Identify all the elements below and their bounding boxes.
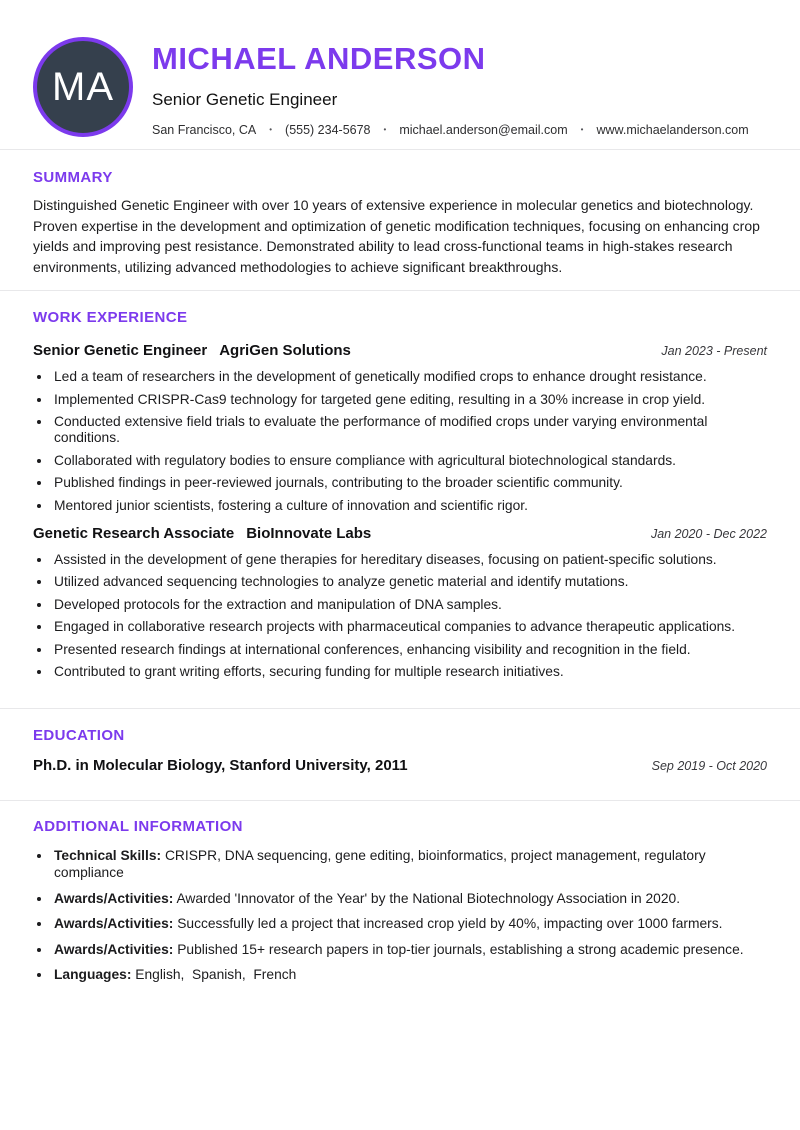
info-label: Awards/Activities: <box>54 941 174 957</box>
contact-phone: (555) 234-5678 <box>285 123 371 138</box>
job-entry <box>33 342 767 514</box>
contact-location: San Francisco, CA <box>152 123 257 138</box>
job-bullet: • Utilized advanced sequencing technologies to analyze genetic material and identify mutations. <box>52 574 767 590</box>
job-bullet: • Assisted in the development of gene therapies for hereditary diseases, focusing on patient-specific solutions. <box>52 552 767 568</box>
job-bullet: • Contributed to grant writing efforts, securing funding for multiple research initiatives. <box>52 664 767 680</box>
education-entry <box>33 757 767 774</box>
summary-body: Distinguished Genetic Engineer with over 10 years of extensive experience in molecular genetics and biotechnology. Proven expertise in the development and optimization of genetic modification techniques, focusing on enhancing crop yields and improving pest resistance. Demonstrated ability to lead cross-functional teams in high-stakes research environments, utilizing advanced methodologies to achieve significant breakthroughs. <box>33 197 760 275</box>
info-label: Awards/Activities: <box>54 916 174 932</box>
job-bullet: • Developed protocols for the extraction and manipulation of DNA samples. <box>52 597 767 613</box>
contact-separator: • <box>383 125 387 135</box>
job-company: BioInnovate Labs <box>246 524 372 542</box>
education-heading: EDUCATION <box>33 727 125 745</box>
job-bullet: • Mentored junior scientists, fostering a culture of innovation and scientific rigor. <box>52 498 767 514</box>
job-bullet: • Collaborated with regulatory bodies to ensure compliance with agricultural biotechnological standards. <box>52 453 767 469</box>
job-bullet-list <box>33 552 767 681</box>
job-bullet: • Implemented CRISPR-Cas9 technology for targeted gene editing, resulting in a 30% increase in crop yield. <box>52 392 767 408</box>
job-bullet: • Engaged in collaborative research projects with pharmaceutical companies to advance therapeutic applications. <box>52 619 767 635</box>
job-bullet: • Led a team of researchers in the development of genetically modified crops to enhance drought resistance. <box>52 369 767 385</box>
contact-website: www.michaelanderson.com <box>596 123 749 138</box>
job-company: AgriGen Solutions <box>219 342 351 360</box>
summary-divider <box>0 290 800 291</box>
work-experience-heading: WORK EXPERIENCE <box>33 309 188 327</box>
work-divider <box>0 708 800 709</box>
job-header <box>33 342 767 359</box>
avatar <box>33 37 133 137</box>
avatar-initials: MA <box>52 64 114 109</box>
info-label: Awards/Activities: <box>54 890 174 906</box>
info-text: English, Spanish, French <box>131 967 297 983</box>
contact-row <box>152 123 749 137</box>
candidate-title: Senior Genetic Engineer <box>152 90 338 110</box>
resume-header <box>33 0 767 137</box>
education-degree: Ph.D. in Molecular Biology, Stanford University, 2011 <box>33 757 408 775</box>
additional-info-item <box>52 966 767 983</box>
job-title: Senior Genetic Engineer <box>33 342 208 360</box>
education-divider <box>0 800 800 801</box>
job-title: Genetic Research Associate <box>33 524 235 542</box>
candidate-name: MICHAEL ANDERSON <box>152 41 486 76</box>
header-divider <box>0 149 800 150</box>
additional-information-heading: ADDITIONAL INFORMATION <box>33 818 243 836</box>
additional-info-item <box>52 847 767 881</box>
additional-info-item <box>52 890 767 907</box>
header-text <box>152 37 749 137</box>
info-label: Languages: <box>54 967 132 983</box>
job-header <box>33 525 767 542</box>
contact-separator: • <box>580 125 584 135</box>
contact-email: michael.anderson@email.com <box>399 123 568 138</box>
job-entry <box>33 525 767 681</box>
job-dates: Jan 2020 - Dec 2022 <box>650 526 767 541</box>
job-bullet: • Conducted extensive field trials to evaluate the performance of modified crops under varying environmental conditions. <box>52 414 767 446</box>
info-text: Published 15+ research papers in top-tier journals, establishing a strong academic presence. <box>173 941 744 957</box>
education-dates: Sep 2019 - Oct 2020 <box>651 759 767 774</box>
additional-info-list <box>33 847 767 983</box>
info-text: Successfully led a project that increased crop yield by 40%, impacting over 1000 farmers. <box>173 916 723 932</box>
summary-heading: SUMMARY <box>33 169 113 187</box>
job-title-group <box>33 525 371 542</box>
job-bullet: • Published findings in peer-reviewed journals, contributing to the broader scientific community. <box>52 475 767 491</box>
job-dates: Jan 2023 - Present <box>661 344 767 359</box>
additional-info-item <box>52 915 767 932</box>
job-bullet: • Presented research findings at international conferences, enhancing visibility and recognition in the field. <box>52 642 767 658</box>
info-text: Awarded 'Innovator of the Year' by the National Biotechnology Association in 2020. <box>173 890 681 906</box>
job-title-group <box>33 342 351 359</box>
info-text: CRISPR, DNA sequencing, gene editing, bioinformatics, project management, regulatory compliance <box>54 848 710 881</box>
contact-separator: • <box>269 125 273 135</box>
additional-info-item <box>52 941 767 958</box>
job-bullet-list <box>33 369 767 514</box>
info-label: Technical Skills: <box>54 848 162 864</box>
